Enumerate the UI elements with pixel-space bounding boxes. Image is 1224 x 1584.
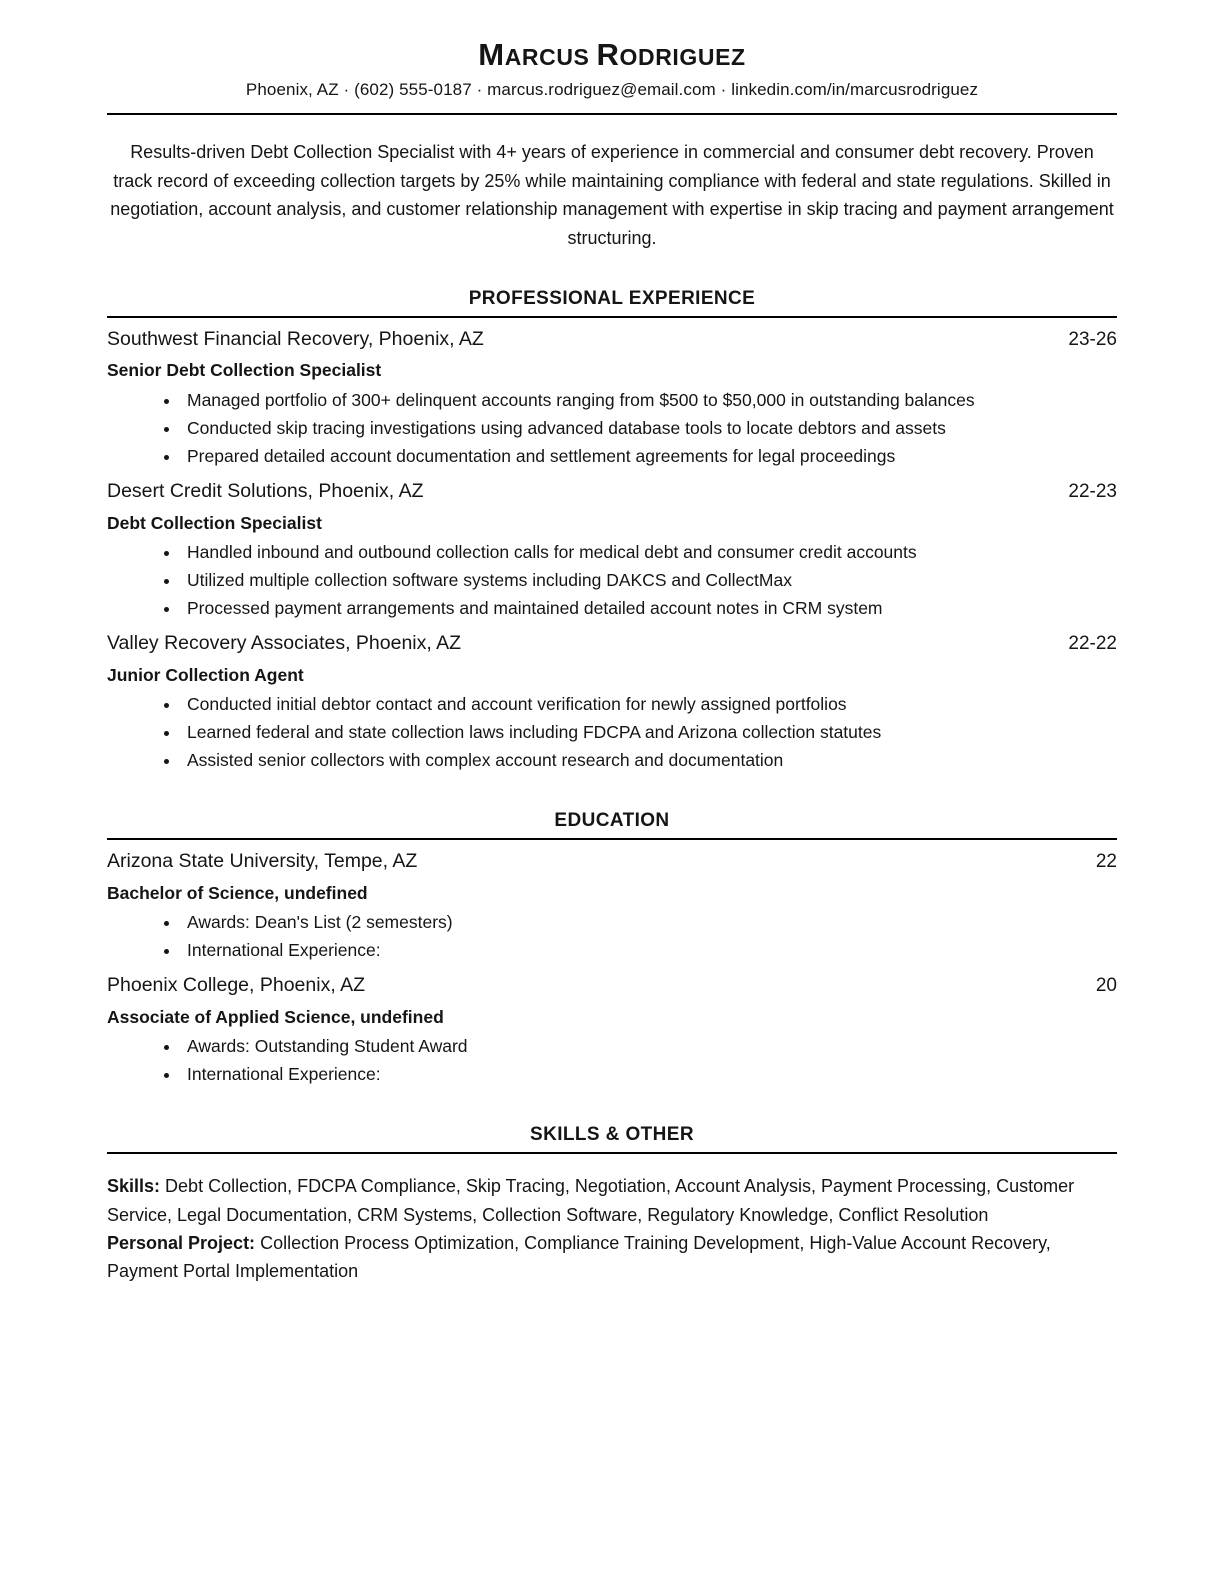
job-bullet-list	[107, 386, 1117, 470]
bullet-item: • Processed payment arrangements and maintained detailed account notes in CRM system	[181, 594, 1117, 622]
header-divider	[107, 113, 1117, 115]
job-entry	[107, 477, 1117, 622]
job-dates: 22-23	[1068, 480, 1117, 502]
bullet-item: • Awards: Dean's List (2 semesters)	[181, 908, 1117, 936]
job-header	[107, 325, 1117, 354]
bullet-item: • Managed portfolio of 300+ delinquent accounts ranging from $500 to $50,000 in outstanding balances	[181, 386, 1117, 414]
job-bullet-list	[107, 690, 1117, 774]
education-bullet-list	[107, 908, 1117, 964]
job-dates: 22-22	[1068, 633, 1117, 655]
bullet-item: • Conducted skip tracing investigations using advanced database tools to locate debtors and assets	[181, 414, 1117, 442]
candidate-name	[107, 36, 1117, 73]
bullet-item: • International Experience:	[181, 936, 1117, 964]
school-name: Phoenix College, Phoenix, AZ	[107, 974, 365, 997]
skills-text: Debt Collection, FDCPA Compliance, Skip Tracing, Negotiation, Account Analysis, Payment Processing, Customer Service, Legal Documentation, CRM Systems, Collection Software, Regulatory Knowledge, Conflict Resolution	[107, 1176, 1075, 1225]
education-entry	[107, 847, 1117, 964]
candidate-last-name: RODRIGUEZ	[596, 37, 746, 72]
candidate-first-name: MARCUS	[478, 37, 590, 72]
job-header	[107, 629, 1117, 658]
education-dates: 20	[1095, 975, 1117, 997]
education-bullet-list	[107, 1032, 1117, 1088]
personal-project-paragraph	[107, 1229, 1117, 1286]
education-header	[107, 847, 1117, 876]
education-header	[107, 971, 1117, 1000]
section-title-skills: SKILLS & OTHER	[107, 1124, 1117, 1154]
section-title-experience: PROFESSIONAL EXPERIENCE	[107, 288, 1117, 318]
bullet-item: • Handled inbound and outbound collection calls for medical debt and consumer credit accounts	[181, 538, 1117, 566]
degree-title: Bachelor of Science, undefined	[107, 882, 368, 903]
education-dates: 22	[1095, 851, 1117, 873]
company-name: Southwest Financial Recovery, Phoenix, AZ	[107, 327, 484, 350]
contact-line: Phoenix, AZ · (602) 555-0187 · marcus.rodriguez@email.com · linkedin.com/in/marcusrodriguez	[245, 80, 979, 100]
job-title: Junior Collection Agent	[107, 664, 304, 685]
bullet-item: • Learned federal and state collection laws including FDCPA and Arizona collection statutes	[181, 718, 1117, 746]
bullet-item: • International Experience:	[181, 1060, 1117, 1088]
skills-paragraph	[107, 1172, 1117, 1229]
school-name: Arizona State University, Tempe, AZ	[107, 850, 418, 873]
job-entry	[107, 325, 1117, 470]
professional-summary: Results-driven Debt Collection Specialist with 4+ years of experience in commercial and consumer debt recovery. Proven track record of exceeding collection targets by 25% while maintaining compliance with federal and state regulations. Skilled in negotiation, account analysis, and customer relationship management with expertise in skip tracing and payment arrangement structuring.	[110, 142, 1114, 248]
job-bullet-list	[107, 538, 1117, 622]
bullet-item: • Utilized multiple collection software systems including DAKCS and CollectMax	[181, 566, 1117, 594]
bullet-item: • Prepared detailed account documentation and settlement agreements for legal proceedings	[181, 442, 1117, 470]
job-dates: 23-26	[1068, 328, 1117, 350]
skills-label: Skills:	[107, 1176, 161, 1197]
section-title-education: EDUCATION	[107, 810, 1117, 840]
personal-project-text: Collection Process Optimization, Compliance Training Development, High-Value Account Recovery, Payment Portal Implementation	[107, 1233, 1051, 1282]
job-title: Debt Collection Specialist	[107, 512, 322, 533]
job-entry	[107, 629, 1117, 774]
company-name: Desert Credit Solutions, Phoenix, AZ	[107, 479, 424, 502]
bullet-item: • Conducted initial debtor contact and account verification for newly assigned portfolios	[181, 690, 1117, 718]
personal-project-label: Personal Project:	[107, 1233, 256, 1254]
bullet-item: • Assisted senior collectors with complex account research and documentation	[181, 746, 1117, 774]
bullet-item: • Awards: Outstanding Student Award	[181, 1032, 1117, 1060]
company-name: Valley Recovery Associates, Phoenix, AZ	[107, 632, 462, 655]
degree-title: Associate of Applied Science, undefined	[107, 1006, 444, 1027]
education-entry	[107, 971, 1117, 1088]
job-header	[107, 477, 1117, 506]
job-title: Senior Debt Collection Specialist	[107, 360, 382, 381]
